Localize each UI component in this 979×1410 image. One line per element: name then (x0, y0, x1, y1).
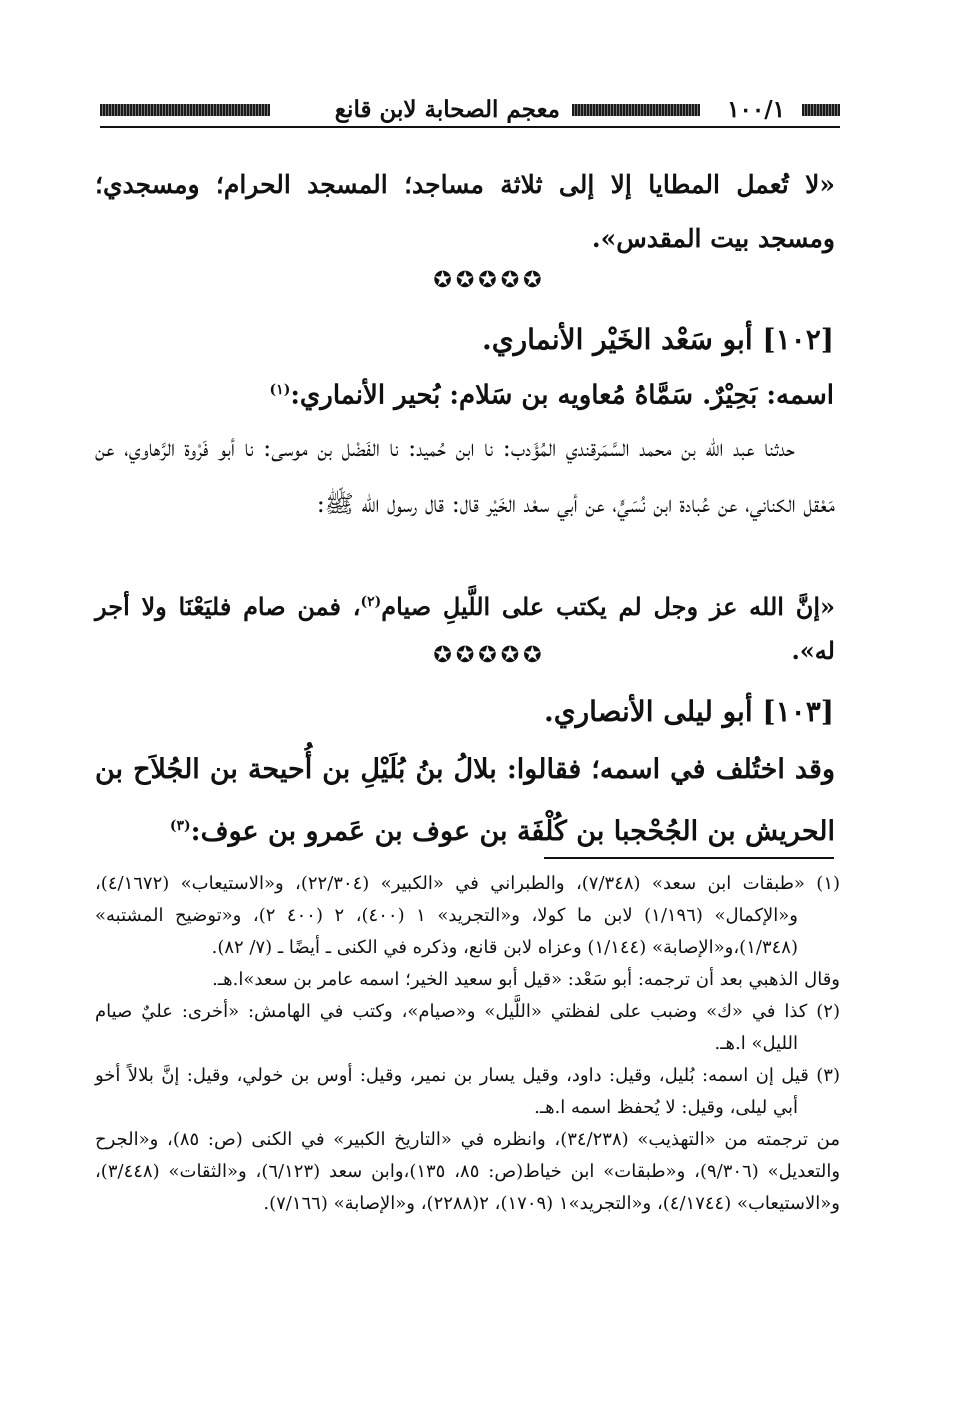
section-separator: ✪✪✪✪✪ (433, 268, 546, 293)
hadith-part: «إنَّ الله عز وجل لم يكتب على اللَّيلِ صيام (381, 592, 835, 621)
entry-name-line (134, 368, 834, 418)
entry-intro (95, 742, 835, 860)
section-separator: ✪✪✪✪✪ (433, 643, 546, 668)
isnad-text: حدثنا عبد الله بن محمد السَّمَرقندي المُؤَدب: نا ابن حُميد: نا الفَضْل بن موسى: نا أبو فَرْوة الرَّهاوي، عن مَعْقل الكناني، عن عُبادة ابن نُسَيٍّ، عن أبي سعْد الخَيْر قال: قال رسول الله ﷺ: (95, 434, 835, 518)
intro-text: وقد اختُلف في اسمه؛ فقالوا: بلالُ بنُ بُلَيْلِ بن أُحيحة بن الجُلاَح بن الحريش بن الجُحْجبا بن كُلْفَة بن عوف بن عَمرو بن عوف: (95, 754, 835, 847)
header-ornament-bar (802, 104, 840, 116)
running-header (100, 92, 840, 132)
footnote-ref: (٣) (169, 818, 191, 834)
isnad-paragraph (95, 420, 835, 532)
footnote-3-sources: من ترجمته من «التهذيب» (٣٤/٢٣٨)، وانظره في «التاريخ الكبير» في الكنى (ص: ٨٥)، و«الجرح والتعديل» (٩/٣٠٦)، و«طبقات» ابن خياط(ص: ٨٥، ١٣٥)،وابن سعد (٦/١٢٣)، و«الثقات» (٣/٤٤٨)، و«الاستيعاب» (٤/١٧٤٤)، و«التجريد»١ (١٧٠٩)، ٢(٢٢٨٨)، و«الإصابة» (٧/١٦٦). (95, 1129, 841, 1214)
footnote-ref: (٢) (360, 594, 382, 610)
footnotes (95, 868, 840, 1220)
footnote-1-note: وقال الذهبي بعد أن ترجمه: أبو سَعْد: «قيل أبو سعيد الخير؛ اسمه عامر بن سعد»ا.هـ. (212, 969, 840, 990)
book-title: معجم الصحابة لابن قانع (334, 96, 560, 123)
footnote-2: (٢) كذا في «ك» وضبب على لفظتي «اللَّيل» و«صيام»، وكتب في الهامش: «أخرى: عليٌ صيام الليل» ا.هـ. (95, 1001, 840, 1054)
header-ornament-bar (572, 104, 700, 116)
page-number: ١٠٠/١ (727, 96, 785, 123)
name-text: اسمه: بَحِيْرٌ. سَمَّاهُ مُعاويه بن سَلام: بُحير الأنماري: (290, 380, 834, 411)
entry-heading-102: [١٠٢] أبو سَعْد الخَيْر الأنماري. (481, 323, 834, 356)
footnote-rule (544, 857, 834, 859)
footnote-3: (٣) قيل إن اسمه: بُليل، وقيل: داود، وقيل يسار بن نمير، وقيل: أوس بن خولي، وقيل: إنَّ بلالاً أخو أبي ليلى، وقيل: لا يُحفظ اسمه ا.هـ. (95, 1065, 840, 1118)
footnote-ref: (١) (269, 382, 291, 398)
header-ornament-bar (100, 104, 270, 116)
footnote-1: (١) «طبقات ابن سعد» (٧/٣٤٨)، والطبراني في «الكبير» (٢٢/٣٠٤)، و«الاستيعاب» (٤/١٦٧٢)، و«الإكمال» (١/١٩٦) لابن ما كولا، و«التجريد» ١ (٤٠٠)، ٢ (٤٠٠ ٢)، و«توضيح المشتبه» (١/٣٤٨)،و«الإصابة» (١/١٤٤) وعزاه لابن قانع، وذكره في الكنى ـ أيضًا ـ (٧/ ٨٢). (95, 873, 841, 958)
entry-heading-103: [١٠٣] أبو ليلى الأنصاري. (543, 695, 834, 728)
hadith-quote: «لا تُعمل المطايا إلا إلى ثلاثة مساجد؛ المسجد الحرام؛ ومسجدي؛ ومسجد بيت المقدس». (95, 170, 835, 253)
header-rule (100, 126, 840, 128)
hadith-part: ، فمن صام فليَعْنَا ولا أجر له». (95, 592, 835, 665)
